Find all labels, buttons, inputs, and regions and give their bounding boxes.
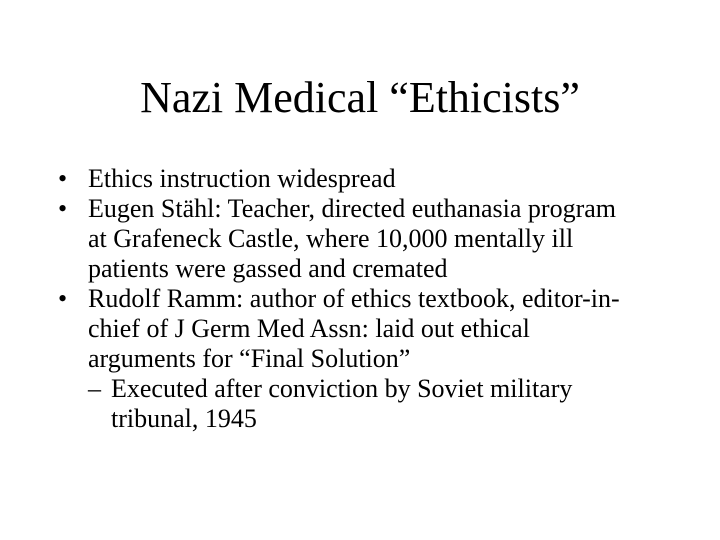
bullet-item-rudolf-ramm xyxy=(58,284,698,374)
bullet-text-line: Eugen Stähl: Teacher, directed euthanasia program xyxy=(88,194,616,223)
bullet-mark: • xyxy=(58,284,68,313)
bullet-mark: • xyxy=(58,194,68,223)
bullet-text-line: at Grafeneck Castle, where 10,000 mentally ill xyxy=(88,224,574,253)
sub-bullet-item-execution xyxy=(58,374,698,434)
bullet-item-eugen-stahl xyxy=(58,194,698,284)
sub-bullet-text-line: Executed after conviction by Soviet military xyxy=(111,374,573,403)
sub-bullet-text-line: tribunal, 1945 xyxy=(111,404,257,433)
bullet-text-line: patients were gassed and cremated xyxy=(88,254,448,283)
bullet-text-line: Rudolf Ramm: author of ethics textbook, editor-in- xyxy=(88,284,620,313)
bullet-text-line: arguments for “Final Solution” xyxy=(88,344,411,373)
sub-bullet-mark: – xyxy=(88,374,101,403)
bullet-item-ethics-instruction xyxy=(58,164,698,194)
slide-title: Nazi Medical “Ethicists” xyxy=(140,73,580,122)
bullet-text-line: Ethics instruction widespread xyxy=(88,164,396,193)
bullet-list xyxy=(58,164,698,434)
bullet-mark: • xyxy=(58,164,68,193)
bullet-text-line: chief of J Germ Med Assn: laid out ethical xyxy=(88,314,530,343)
